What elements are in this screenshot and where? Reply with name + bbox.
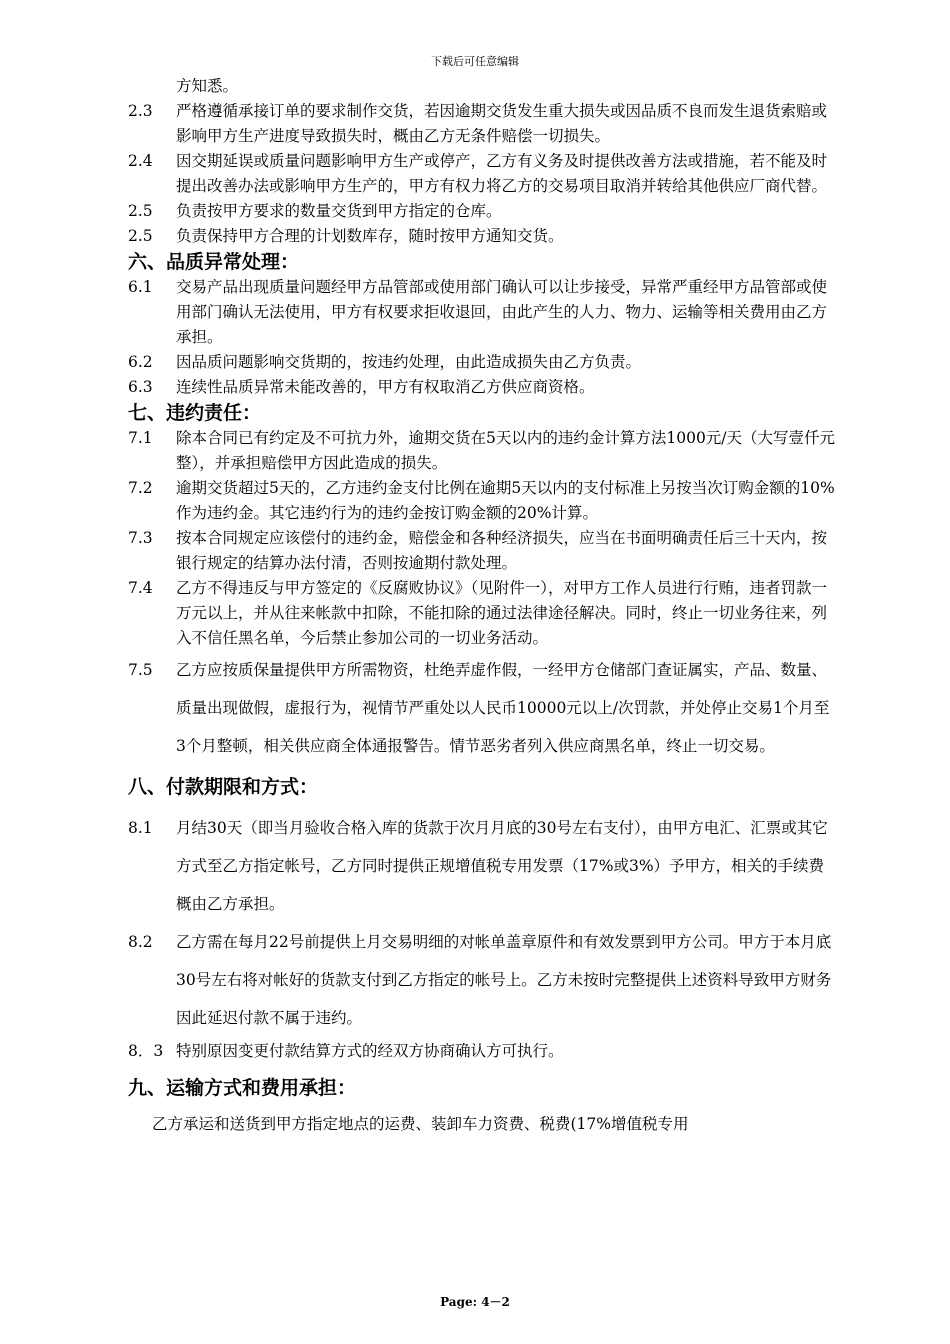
clause-7-3 [128,526,836,576]
page-footer: Page: 4－2 [440,1295,510,1309]
clause-number: 2.5 [128,227,153,245]
clause-8-2 [128,923,836,1037]
clause-text: 因交期延误或质量问题影响甲方生产或停产，乙方有义务及时提供改善方法或措施，若不能及时提出改善办法或影响甲方生产的，甲方有权力将乙方的交易项目取消并转给其他供应厂商代替。 [176,152,828,195]
clause-text: 因品质问题影响交货期的，按违约处理，由此造成损失由乙方负责。 [176,353,642,371]
clause-6-2 [128,350,836,375]
clause-number: 2.4 [128,152,153,170]
clause-7-2 [128,476,836,526]
clause-number: 6.1 [128,278,153,296]
clause-number: 6.3 [128,378,153,396]
clause-number: 7.4 [128,579,153,597]
clause-text: 特别原因变更付款结算方式的经双方协商确认方可执行。 [176,1042,564,1060]
clause-7-5 [128,651,836,765]
clause-2-5a [128,199,836,224]
clause-text: 月结30天（即当月验收合格入库的货款于次月月底的30号左右支付），由甲方电汇、汇票或其它方式至乙方指定帐号，乙方同时提供正规增值税专用发票（17%或3%）予甲方，相关的手续费概由乙方承担。 [176,819,828,913]
clause-6-3 [128,375,836,400]
section-8-title: 八、付款期限和方式： [128,776,319,798]
clause-text: 负责保持甲方合理的计划数库存，随时按甲方通知交货。 [176,227,564,245]
clause-number: 6.2 [128,353,153,371]
clause-number: 7.3 [128,529,153,547]
clause-7-1 [128,426,836,476]
clause-6-1 [128,275,836,350]
clause-list-2 [128,99,836,249]
clause-text: 乙方应按质保量提供甲方所需物资，杜绝弄虚作假，一经甲方仓储部门查证属实，产品、数量、质量出现做假，虚报行为，视情节严重处以人民币10000元以上/次罚款，并处停止交易1个月至3个月整顿，相关供应商全体通报警告。情节恶劣者列入供应商黑名单，终止一切交易。 [176,661,830,755]
clause-2-3 [128,99,836,149]
clause-text: 乙方不得违反与甲方签定的《反腐败协议》（见附件一），对甲方工作人员进行行贿，违者罚款一万元以上，并从往来帐款中扣除，不能扣除的通过法律途径解决。同时，终止一切业务往来，列入不信任黑名单，今后禁止参加公司的一切业务活动。 [176,579,828,647]
clause-number: 2.5 [128,202,153,220]
continuation-text: 方知悉。 [176,77,239,95]
section-9-title: 九、运输方式和费用承担： [128,1077,357,1099]
page-header: 下载后可任意编辑 [431,55,519,68]
section-9-text: 乙方承运和送货到甲方指定地点的运费、装卸车力资费、税费(17%增值税专用 [152,1115,689,1133]
clause-8-3 [128,1037,836,1066]
clause-text: 负责按甲方要求的数量交货到甲方指定的仓库。 [176,202,502,220]
clause-text: 除本合同已有约定及不可抗力外，逾期交货在5天以内的违约金计算方法1000元/天（大写壹仟元整），并承担赔偿甲方因此造成的损失。 [176,429,836,472]
clause-text: 逾期交货超过5天的，乙方违约金支付比例在逾期5天以内的支付标准上另按当次订购金额的10%作为违约金。其它违约行为的违约金按订购金额的20%计算。 [176,479,835,522]
clause-text: 严格遵循承接订单的要求制作交货，若因逾期交货发生重大损失或因品质不良而发生退货索赔或影响甲方生产进度导致损失时，概由乙方无条件赔偿一切损失。 [176,102,828,145]
clause-text: 连续性品质异常未能改善的，甲方有权取消乙方供应商资格。 [176,378,595,396]
clause-number: 8．3 [128,1042,164,1060]
clause-number: 8.2 [128,933,153,951]
clause-number: 7.5 [128,661,153,679]
clause-text: 交易产品出现质量问题经甲方品管部或使用部门确认可以让步接受，异常严重经甲方品管部或使用部门确认无法使用，甲方有权要求拒收退回，由此产生的人力、物力、运输等相关费用由乙方承担。 [176,278,828,346]
clause-text: 乙方需在每月22号前提供上月交易明细的对帐单盖章原件和有效发票到甲方公司。甲方于本月底30号左右将对帐好的货款支付到乙方指定的帐号上。乙方未按时完整提供上述资料导致甲方财务因此延迟付款不属于违约。 [176,933,832,1027]
clause-number: 7.1 [128,429,153,447]
clause-number: 8.1 [128,819,153,837]
clause-2-5b [128,224,836,249]
section-6-title: 六、品质异常处理： [128,251,300,273]
clause-number: 2.3 [128,102,153,120]
clause-number: 7.2 [128,479,153,497]
clause-7-4 [128,576,836,651]
clause-text: 按本合同规定应该偿付的违约金，赔偿金和各种经济损失，应当在书面明确责任后三十天内，按银行规定的结算办法付清，否则按逾期付款处理。 [176,529,828,572]
clause-8-1 [128,809,836,923]
document-body [128,74,836,1138]
clause-2-4 [128,149,836,199]
section-7-title: 七、违约责任： [128,402,262,424]
